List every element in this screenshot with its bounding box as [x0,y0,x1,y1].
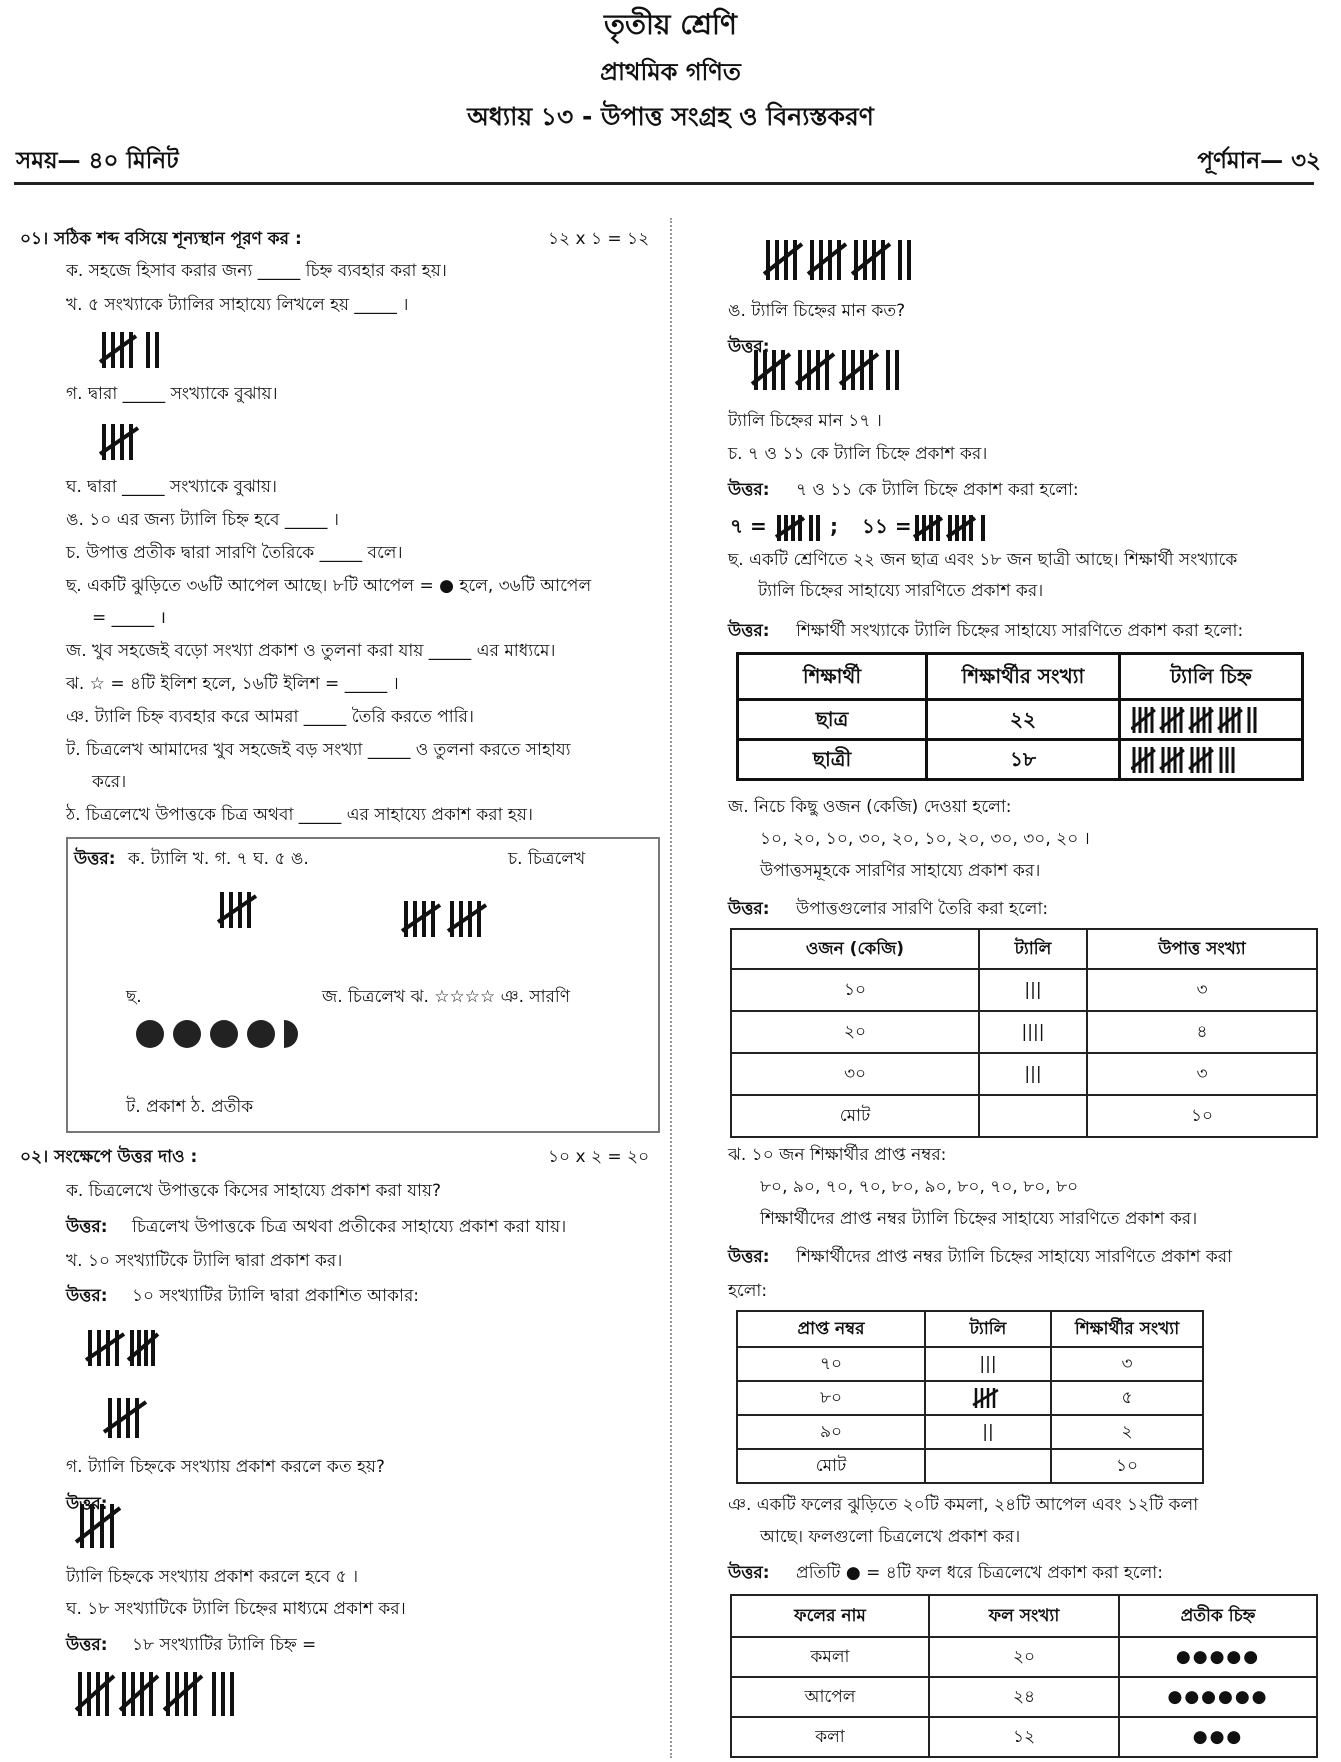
q1-item-cha: চ. উপাত্ত প্রতীক দ্বারা সারণি তৈরিকে _____ বলে। [66,543,403,563]
tally-5-icon [218,888,264,932]
table-cell [925,1381,1051,1415]
tally-5-icon [100,420,144,464]
table-cell: ●●●●● [1119,1637,1317,1677]
tally-10-icon [402,897,498,941]
r-ja-answer-label: উত্তর: [728,899,770,919]
q1-item-uma: ঙ. ১০ এর জন্য ট্যালি চিহ্ন হবে _____ । [66,510,339,530]
table-header: শিক্ষার্থীর সংখ্যা [1051,1311,1203,1347]
fruit-pictogram-table [730,1594,1318,1758]
marks-table [736,1310,1204,1484]
grade-title: তৃতীয় শ্রেণি [604,8,737,41]
r-chha-answer: শিক্ষার্থী সংখ্যাকে ট্যালি চিহ্নের সাহায্যে সারণিতে প্রকাশ করা হলো: [796,621,1244,641]
table-cell: ছাত্র [738,700,927,740]
time-label: সময়— ৪০ মিনিট [16,148,179,174]
table-cell: ১০ [731,969,979,1011]
r-jha-answer-cont: হলো: [728,1281,768,1301]
table-row [738,700,1303,740]
table-cell: ১২ [929,1717,1119,1757]
q1-item-ta-cont: করে। [92,772,127,792]
q2-gha-question: ঘ. ১৮ সংখ্যাটিকে ট্যালি চিহ্নের মাধ্যমে প্রকাশ কর। [66,1599,406,1619]
table-cell: ২৪ [929,1677,1119,1717]
table-cell: ২ [1051,1415,1203,1449]
dot-icon [136,1020,164,1048]
header-rule [14,182,1314,185]
table-cell: ||| [979,969,1087,1011]
r-nya-question: ঞ. একটি ফলের ঝুড়িতে ২০টি কমলা, ২৪টি আপেল এবং ১২টি কলা [728,1495,1199,1515]
table-cell: ৪ [1087,1011,1317,1053]
q1-item-ga: গ. দ্বারা _____ সংখ্যাকে বুঝায়। [66,384,278,404]
tally-17-icon [752,346,912,394]
q2-ka-answer: চিত্রলেখ উপাত্তকে চিত্র অথবা প্রতীকের সাহায্যে প্রকাশ করা যায়। [132,1217,567,1237]
table-row [737,1347,1203,1381]
q2-title: ০২। সংক্ষেপে উত্তর দাও : [20,1147,198,1167]
table-row [738,740,1303,780]
table-cell: ||| [925,1347,1051,1381]
table-cell: ৫ [1051,1381,1203,1415]
table-row [731,1637,1317,1677]
table-row [737,1415,1203,1449]
q1-item-chha: ছ. একটি ঝুড়িতে ৩৬টি আপেল আছে। ৮টি আপেল = ● হলে, ৩৬টি আপেল [66,576,592,596]
table-row [737,1449,1203,1483]
table-cell: আপেল [731,1677,929,1717]
table-header: প্রতীক চিহ্ন [1119,1595,1317,1637]
tally-7-icon [100,328,180,372]
column-divider [670,218,672,1758]
tally-10-icon [86,1326,162,1444]
table-row [731,1677,1317,1717]
tally-22-icon [1131,704,1291,736]
q1-item-ka: ক. সহজে হিসাব করার জন্য _____ চিহ্ন ব্যবহার করা হয়। [66,261,447,281]
q1-answer-label: উত্তর: [74,849,116,869]
weight-table [730,928,1318,1138]
table-cell: ২২ [927,700,1120,740]
table-row [731,1011,1317,1053]
student-tally-table [736,652,1304,781]
q1-item-chha-cont: = _____ । [92,608,166,628]
q1-item-gha: ঘ. দ্বারা _____ সংখ্যাকে বুঝায়। [66,477,277,497]
table-cell: ৩ [1051,1347,1203,1381]
q2-gha-answer: ১৮ সংখ্যাটির ট্যালি চিহ্ন = [132,1635,317,1655]
r-jha-data: ৮০, ৯০, ৭০, ৭০, ৮০, ৯০, ৮০, ৭০, ৮০, ৮০ [760,1177,1079,1197]
table-row [731,1717,1317,1757]
tally-5-icon [971,1385,1005,1411]
table-cell: কলা [731,1717,929,1757]
table-cell: ২০ [929,1637,1119,1677]
r-cha-answer: ৭ ও ১১ কে ট্যালি চিহ্নে প্রকাশ করা হলো: [796,480,1079,500]
r-nya-answer-label: উত্তর: [728,1563,770,1583]
table-header: শিক্ষার্থী [738,654,927,700]
q1-answer-box [66,837,660,1133]
table-row [731,969,1317,1011]
q2-marks: ১০ x ২ = ২০ [548,1147,650,1167]
tally-17-icon [764,236,924,284]
tally-18-icon [76,1668,246,1720]
q1-item-ja: জ. খুব সহজেই বড়ো সংখ্যা প্রকাশ ও তুলনা করা যায় _____ এর মাধ্যমে। [66,641,556,661]
q1-item-ta: ট. চিত্রলেখ আমাদের খুব সহজেই বড় সংখ্যা _____ ও তুলনা করতে সাহায্য [66,740,571,760]
table-row [731,1095,1317,1137]
q2-ga-question: গ. ট্যালি চিহ্নকে সংখ্যায় প্রকাশ করলে কত হয়? [66,1457,385,1477]
table-header: ট্যালি [925,1311,1051,1347]
table-header: ফলের নাম [731,1595,929,1637]
q2-ka-question: ক. চিত্রলেখে উপাত্তকে কিসের সাহায্যে প্রকাশ করা যায়? [66,1181,441,1201]
q1-answer-line3: ট. প্রকাশ ঠ. প্রতীক [126,1097,254,1117]
table-header: ট্যালি চিহ্ন [1120,654,1303,700]
table-cell: ৩০ [731,1053,979,1095]
table-row [737,1381,1203,1415]
table-cell: মোট [737,1449,925,1483]
table-cell [1120,700,1303,740]
q1-answer-chha: ছ. [126,987,142,1007]
subject-title: প্রাথমিক গণিত [600,58,741,86]
table-cell: মোট [731,1095,979,1137]
tally-18-icon [1131,744,1291,776]
q2-kha-answer-label: উত্তর: [66,1286,108,1306]
q2-ga-answer-label: উত্তর: [66,1494,108,1514]
table-cell: ৭০ [737,1347,925,1381]
table-cell [979,1095,1087,1137]
r-chha-question-cont: ট্যালি চিহ্নের সাহায্যে সারণিতে প্রকাশ কর। [758,581,1044,601]
table-cell: ১০ [1051,1449,1203,1483]
q1-answer-cha: চ. চিত্রলেখ [508,849,586,869]
table-cell: ছাত্রী [738,740,927,780]
dot-pictogram [136,1020,298,1048]
table-header: শিক্ষার্থীর সংখ্যা [927,654,1120,700]
table-row [731,1053,1317,1095]
r-jha-question-cont: শিক্ষার্থীদের প্রাপ্ত নম্বর ট্যালি চিহ্নের সাহায্যে সারণিতে প্রকাশ কর। [760,1209,1198,1229]
r-cha-answer-label: উত্তর: [728,480,770,500]
table-header: ওজন (কেজি) [731,929,979,969]
tally-11-icon [914,512,994,544]
r-ja-question-cont: উপাত্তসমূহকে সারণির সাহায্যে প্রকাশ কর। [760,861,1041,881]
r-cha-eleven-label: ১১ = [862,514,912,538]
q1-answer-line1: ক. ট্যালি খ. গ. ৭ ঘ. ৫ ঙ. [128,849,309,869]
q1-item-tha: ঠ. চিত্রলেখে উপাত্তকে চিত্র অথবা _____ এর সাহায্যে প্রকাশ করা হয়। [66,805,533,825]
r-nya-question-cont: আছে। ফলগুলো চিত্রলেখে প্রকাশ কর। [760,1527,1021,1547]
table-cell: ৮০ [737,1381,925,1415]
r-cha-question: চ. ৭ ও ১১ কে ট্যালি চিহ্নে প্রকাশ কর। [728,444,988,464]
table-cell: ৩ [1087,969,1317,1011]
table-cell: ||| [979,1053,1087,1095]
r-ja-answer: উপাত্তগুলোর সারণি তৈরি করা হলো: [796,899,1049,919]
table-cell [1120,740,1303,780]
table-header: উপাত্ত সংখ্যা [1087,929,1317,969]
table-cell: |||| [979,1011,1087,1053]
q2-kha-question: খ. ১০ সংখ্যাটিকে ট্যালি দ্বারা প্রকাশ কর। [66,1251,343,1271]
q1-item-nya: ঞ. ট্যালি চিহ্ন ব্যবহার করে আমরা _____ তৈরি করতে পারি। [66,707,474,727]
dot-icon [173,1020,201,1048]
table-cell: ৩ [1087,1053,1317,1095]
table-cell: ●●●●●● [1119,1677,1317,1717]
q2-ga-answer: ট্যালি চিহ্নকে সংখ্যায় প্রকাশ করলে হবে ৫ । [66,1567,359,1587]
dot-icon [247,1020,275,1048]
r-ja-data: ১০, ২০, ১০, ৩০, ২০, ১০, ২০, ৩০, ৩০, ২০ । [760,829,1090,849]
q1-item-kha: খ. ৫ সংখ্যাকে ট্যালির সাহায্যে লিখলে হয় _____ । [66,295,409,315]
table-header: ট্যালি [979,929,1087,969]
table-cell: ১৮ [927,740,1120,780]
table-cell: ২০ [731,1011,979,1053]
r-cha-separator: ; [830,514,838,538]
q2-kha-answer: ১০ সংখ্যাটির ট্যালি দ্বারা প্রকাশিত আকার: [132,1286,420,1306]
q1-marks: ১২ x ১ = ১২ [548,229,650,249]
chapter-title: অধ্যায় ১৩ - উপাত্ত সংগ্রহ ও বিন্যস্তকরণ [467,102,874,131]
r-jha-question: ঝ. ১০ জন শিক্ষার্থীর প্রাপ্ত নম্বর: [728,1145,947,1165]
r-nya-answer: প্রতিটি ● = ৪টি ফল ধরে চিত্রলেখে প্রকাশ করা হলো: [796,1563,1163,1583]
tally-5-icon [76,1500,126,1552]
q2-gha-answer-label: উত্তর: [66,1635,108,1655]
full-marks-label: পূর্ণমান— ৩২ [1197,148,1321,174]
table-cell [925,1449,1051,1483]
table-cell: ●●● [1119,1717,1317,1757]
table-header: ফল সংখ্যা [929,1595,1119,1637]
r-ja-question: জ. নিচে কিছু ওজন (কেজি) দেওয়া হলো: [728,797,1012,817]
table-cell: কমলা [731,1637,929,1677]
q1-item-jha: ঝ. ☆ = ৪টি ইলিশ হলে, ১৬টি ইলিশ = _____ । [66,674,399,694]
q1-answer-line2: জ. চিত্রলেখ ঝ. ☆☆☆☆ ঞ. সারণি [322,987,571,1007]
half-dot-icon [284,1020,298,1048]
r-jha-answer: শিক্ষার্থীদের প্রাপ্ত নম্বর ট্যালি চিহ্নের সাহায্যে সারণিতে প্রকাশ করা [796,1247,1233,1267]
q2-ka-answer-label: উত্তর: [66,1217,108,1237]
r-jha-answer-label: উত্তর: [728,1247,770,1267]
dot-icon [210,1020,238,1048]
r-uma-question: ঙ. ট্যালি চিহ্নের মান কত? [728,301,906,321]
r-uma-answer-label: উত্তর: [728,337,770,357]
q1-title: ০১। সঠিক শব্দ বসিয়ে শূন্যস্থান পূরণ কর : [20,229,302,249]
r-cha-seven-label: ৭ = [730,514,767,538]
table-cell: || [925,1415,1051,1449]
table-cell: ১০ [1087,1095,1317,1137]
table-cell: ৯০ [737,1415,925,1449]
r-uma-answer: ট্যালি চিহ্নের মান ১৭ । [728,411,882,431]
r-chha-question: ছ. একটি শ্রেণিতে ২২ জন ছাত্র এবং ১৮ জন ছাত্রী আছে। শিক্ষার্থী সংখ্যাকে [728,550,1238,570]
table-header: প্রাপ্ত নম্বর [737,1311,925,1347]
r-chha-answer-label: উত্তর: [728,621,770,641]
